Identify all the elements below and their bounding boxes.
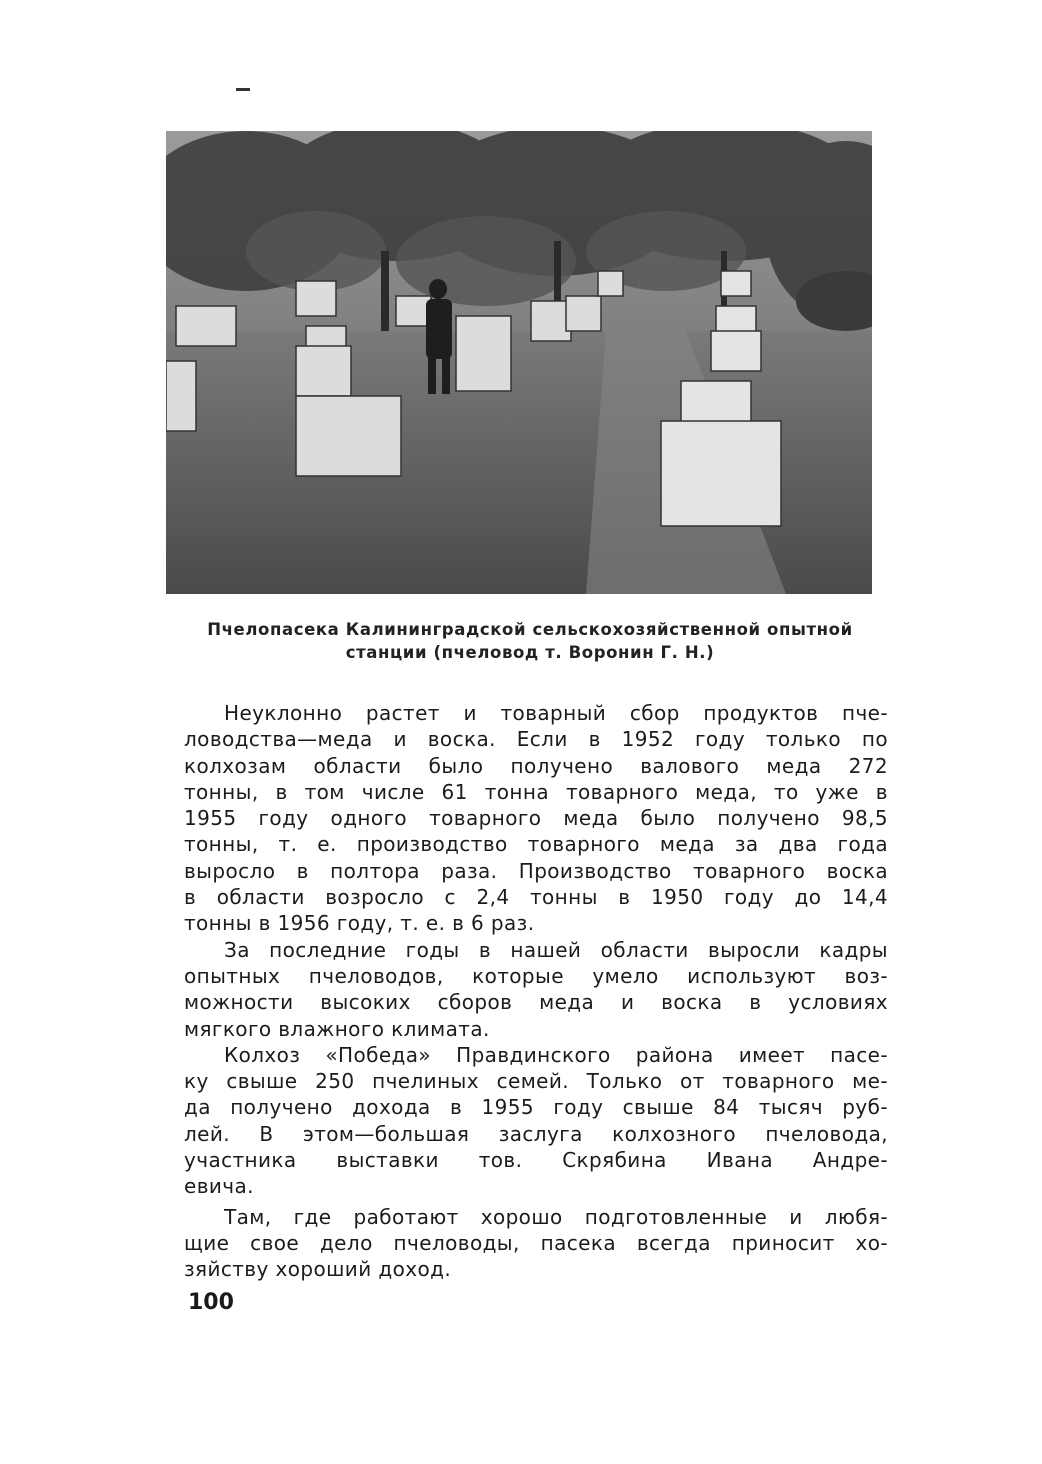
article-body xyxy=(184,700,888,1283)
apiary-photo-illustration xyxy=(166,131,872,594)
text-line: в области возросло с 2,4 тонны в 1950 году до 14,4 xyxy=(184,885,888,910)
text-line: евича. xyxy=(184,1174,254,1199)
text-line: тонны в 1956 году, т. е. в 6 раз. xyxy=(184,911,535,936)
text-line: тонны, т. е. производство товарного меда за два года xyxy=(184,832,888,857)
text-line: Колхоз «Победа» Правдинского района имеет пасе- xyxy=(224,1042,888,1067)
text-line: щие свое дело пчеловоды, пасека всегда приносит хо- xyxy=(184,1230,888,1255)
text-line: ловодства—меда и воска. Если в 1952 году только по xyxy=(184,727,888,752)
text-line: зяйству хороший доход. xyxy=(184,1257,452,1282)
apiary-photo xyxy=(166,131,872,594)
text-line: мягкого влажного климата. xyxy=(184,1016,490,1041)
photo-caption xyxy=(190,618,870,664)
text-line: 1955 году одного товарного меда было получено 98,5 xyxy=(184,806,888,831)
text-line: За последние годы в нашей области выросли кадры xyxy=(224,937,888,962)
paragraph xyxy=(184,1042,888,1200)
text-line: лей. В этом—большая заслуга колхозного пчеловода, xyxy=(184,1121,888,1146)
caption-line: станции (пчеловод т. Воронин Г. Н.) xyxy=(345,643,715,662)
paragraph xyxy=(184,937,888,1042)
text-line: можности высоких сборов меда и воска в условиях xyxy=(184,990,888,1015)
print-mark xyxy=(236,88,250,91)
text-line: тонны, в том числе 61 тонна товарного меда, то уже в xyxy=(184,779,888,804)
paragraph xyxy=(184,1204,888,1283)
text-line: ку свыше 250 пчелиных семей. Только от товарного ме- xyxy=(184,1069,888,1094)
text-line: Неуклонно растет и товарный сбор продуктов пче- xyxy=(224,701,888,725)
text-line: опытных пчеловодов, которые умело используют воз- xyxy=(184,963,888,988)
text-line: Там, где работают хорошо подготовленные и любя- xyxy=(224,1204,888,1229)
text-line: выросло в полтора раза. Производство товарного воска xyxy=(184,858,888,883)
text-line: участника выставки тов. Скрябина Ивана Андре- xyxy=(184,1148,888,1173)
paragraph xyxy=(184,700,888,937)
page-number: 100 xyxy=(188,1290,234,1315)
text-line: колхозам области было получено валового меда 272 xyxy=(184,753,888,778)
text-line: да получено дохода в 1955 году свыше 84 тысяч руб- xyxy=(184,1095,888,1120)
caption-line: Пчелопасека Калининградской сельскохозяйственной опытной xyxy=(207,620,853,639)
